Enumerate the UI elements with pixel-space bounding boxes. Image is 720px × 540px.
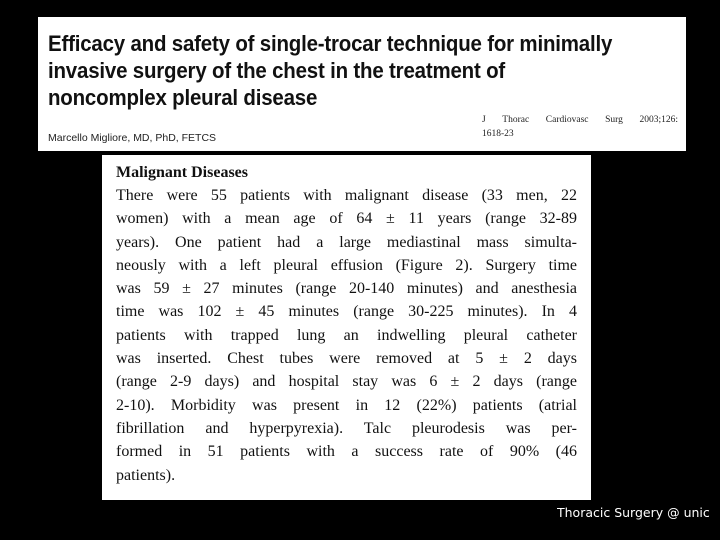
- excerpt-line: neously with a left pleural effusion (Figure 2). Surgery time: [116, 256, 577, 274]
- excerpt-line: There were 55 patients with malignant disease (33 men, 22: [116, 187, 577, 204]
- excerpt-line: was inserted. Chest tubes were removed at 5 ± 2 days: [116, 350, 577, 368]
- citation-pages: 1618-23: [482, 129, 514, 139]
- excerpt-line: fibrillation and hyperpyrexia). Talc pleurodesis was per-: [116, 419, 577, 437]
- excerpt-body: [116, 184, 577, 487]
- footer-credit: Thoracic Surgery @ unic: [557, 505, 710, 520]
- excerpt-line: patients).: [116, 466, 176, 484]
- citation-part: Thorac: [502, 115, 530, 125]
- citation-part: 2003;126:: [639, 115, 678, 125]
- article-excerpt: [102, 155, 591, 500]
- excerpt-line: 2-10). Morbidity was present in 12 (22%) patients (atrial: [116, 396, 577, 414]
- citation-part: Surg: [605, 115, 623, 125]
- excerpt-line: was 59 ± 27 minutes (range 20-140 minutes) and anesthesia: [116, 280, 577, 298]
- title-line: noncomplex pleural disease: [48, 85, 318, 110]
- citation-part: Cardiovasc: [545, 115, 589, 125]
- excerpt-line: women) with a mean age of 64 ± 11 years (range 32-89: [116, 210, 577, 228]
- article-title: [48, 30, 634, 111]
- title-line: invasive surgery of the chest in the treatment of: [48, 58, 506, 83]
- excerpt-line: (range 2-9 days) and hospital stay was 6 ± 2 days (range: [116, 373, 577, 391]
- journal-citation: [482, 113, 678, 141]
- citation-part: J: [482, 115, 486, 125]
- author-line: Marcello Migliore, MD, PhD, FETCS: [48, 132, 217, 144]
- title-line: Efficacy and safety of single-trocar technique for minimally: [48, 31, 613, 56]
- article-header: [38, 17, 686, 151]
- excerpt-line: formed in 51 patients with a success rate of 90% (46: [116, 443, 577, 461]
- citation-journal: [482, 113, 678, 127]
- excerpt-line: patients with trapped lung an indwelling pleural catheter: [116, 326, 577, 344]
- excerpt-line: time was 102 ± 45 minutes (range 30-225 minutes). In 4: [116, 303, 577, 321]
- excerpt-line: years). One patient had a large mediastinal mass simulta-: [116, 233, 577, 251]
- section-heading: Malignant Diseases: [116, 164, 248, 181]
